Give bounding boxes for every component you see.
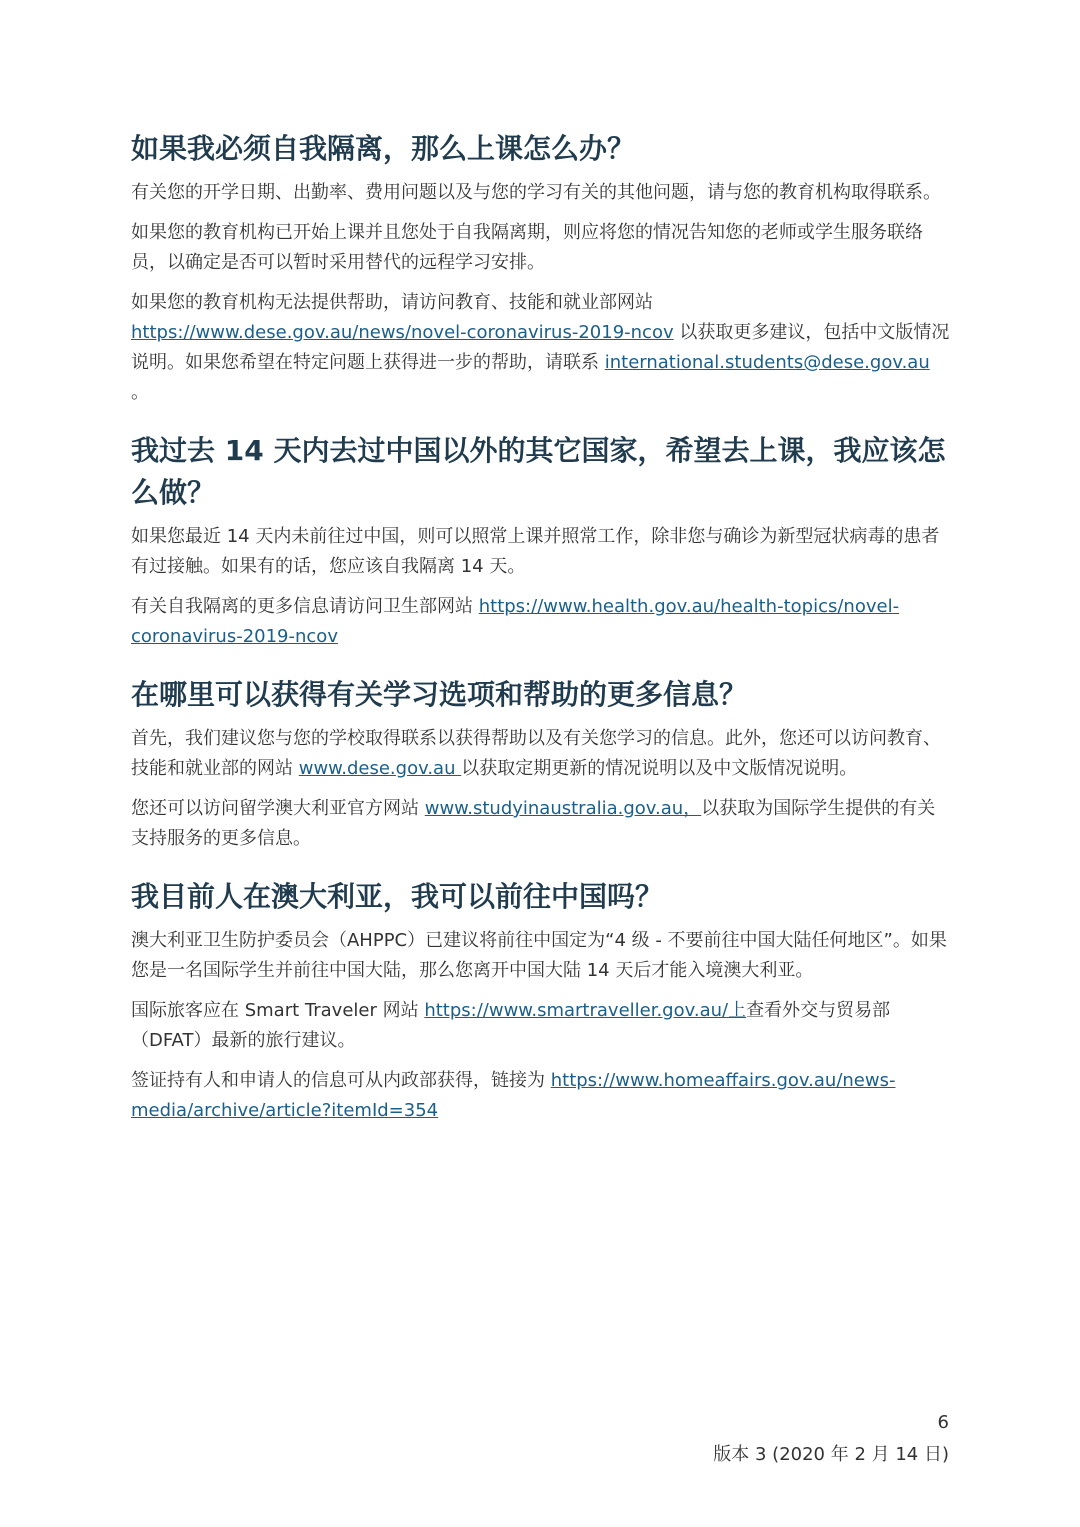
paragraph: 有关您的开学日期、出勤率、费用问题以及与您的学习有关的其他问题，请与您的教育机构取得联系。 <box>131 182 941 203</box>
text: 国际旅客应在 Smart Traveler 网站 <box>131 1000 425 1021</box>
page-number: 6 <box>937 1412 949 1433</box>
paragraph: 澳大利亚卫生防护委员会（AHPPC）已建议将前往中国定为“4 级 - 不要前往中国大陆任何地区”。如果您是一名国际学生并前往中国大陆，那么您离开中国大陆 14 天后才能入境澳大利亚。 <box>131 930 947 981</box>
paragraph: 如果您最近 14 天内未前往过中国，则可以照常上课并照常工作，除非您与确诊为新型冠状病毒的患者有过接触。如果有的话，您应该自我隔离 14 天。 <box>131 526 940 577</box>
section-heading: 在哪里可以获得有关学习选项和帮助的更多信息？ <box>131 678 748 711</box>
email-link[interactable]: international.students@dese.gov.au <box>604 352 930 373</box>
text: 有关自我隔离的更多信息请访问卫生部网站 <box>131 596 479 617</box>
paragraph <box>131 592 951 652</box>
version-label: 版本 3 (2020 年 2 月 14 日) <box>713 1444 949 1465</box>
paragraph: 如果您的教育机构已开始上课并且您处于自我隔离期，则应将您的情况告知您的老师或学生服务联络员，以确定是否可以暂时采用替代的远程学习安排。 <box>131 222 923 273</box>
text: 如果您的教育机构无法提供帮助，请访问教育、技能和就业部网站 <box>131 292 653 313</box>
dese-ncov-link[interactable]: https://www.dese.gov.au/news/novel-coronavirus-2019-ncov <box>131 322 674 343</box>
text: 。 <box>131 382 149 403</box>
smartraveller-link[interactable]: https://www.smartraveller.gov.au/上 <box>424 1000 747 1021</box>
section-heading: 我目前人在澳大利亚，我可以前往中国吗？ <box>131 880 664 913</box>
health-link[interactable]: https://www.health.gov.au/health-topics/novel-coronavirus-2019-ncov <box>131 596 900 647</box>
paragraph <box>131 996 951 1056</box>
section-heading: 我过去 14 天内去过中国以外的其它国家，希望去上课，我应该怎么做？ <box>131 434 946 509</box>
text: 您还可以访问留学澳大利亚官方网站 <box>131 798 425 819</box>
paragraph <box>131 794 951 854</box>
page-content <box>131 128 951 1126</box>
paragraph <box>131 1066 951 1126</box>
paragraph <box>131 724 951 784</box>
paragraph <box>131 288 951 408</box>
section-heading: 如果我必须自我隔离，那么上课怎么办？ <box>131 132 636 165</box>
text: 签证持有人和申请人的信息可从内政部获得，链接为 <box>131 1070 551 1091</box>
text: 以获取定期更新的情况说明以及中文版情况说明。 <box>461 758 858 779</box>
text: 首先，我们建议您与您的学校取得联系以获得帮助以及有关您学习的信息。此外，您还可以访问教育、技能和就业部的网站 <box>131 728 941 779</box>
text: 以获取为国际学生提供的有关支持服务的更多信息。 <box>131 798 936 849</box>
homeaffairs-link[interactable]: https://www.homeaffairs.gov.au/news-media/archive/article?itemId=354 <box>131 1070 896 1121</box>
dese-link[interactable]: www.dese.gov.au <box>298 758 462 779</box>
text: 查看外交与贸易部（DFAT）最新的旅行建议。 <box>131 1000 891 1051</box>
studyinaustralia-link[interactable]: www.studyinaustralia.gov.au， <box>424 798 702 819</box>
text: 以获取更多建议，包括中文版情况说明。如果您希望在特定问题上获得进一步的帮助，请联系 <box>131 322 950 373</box>
